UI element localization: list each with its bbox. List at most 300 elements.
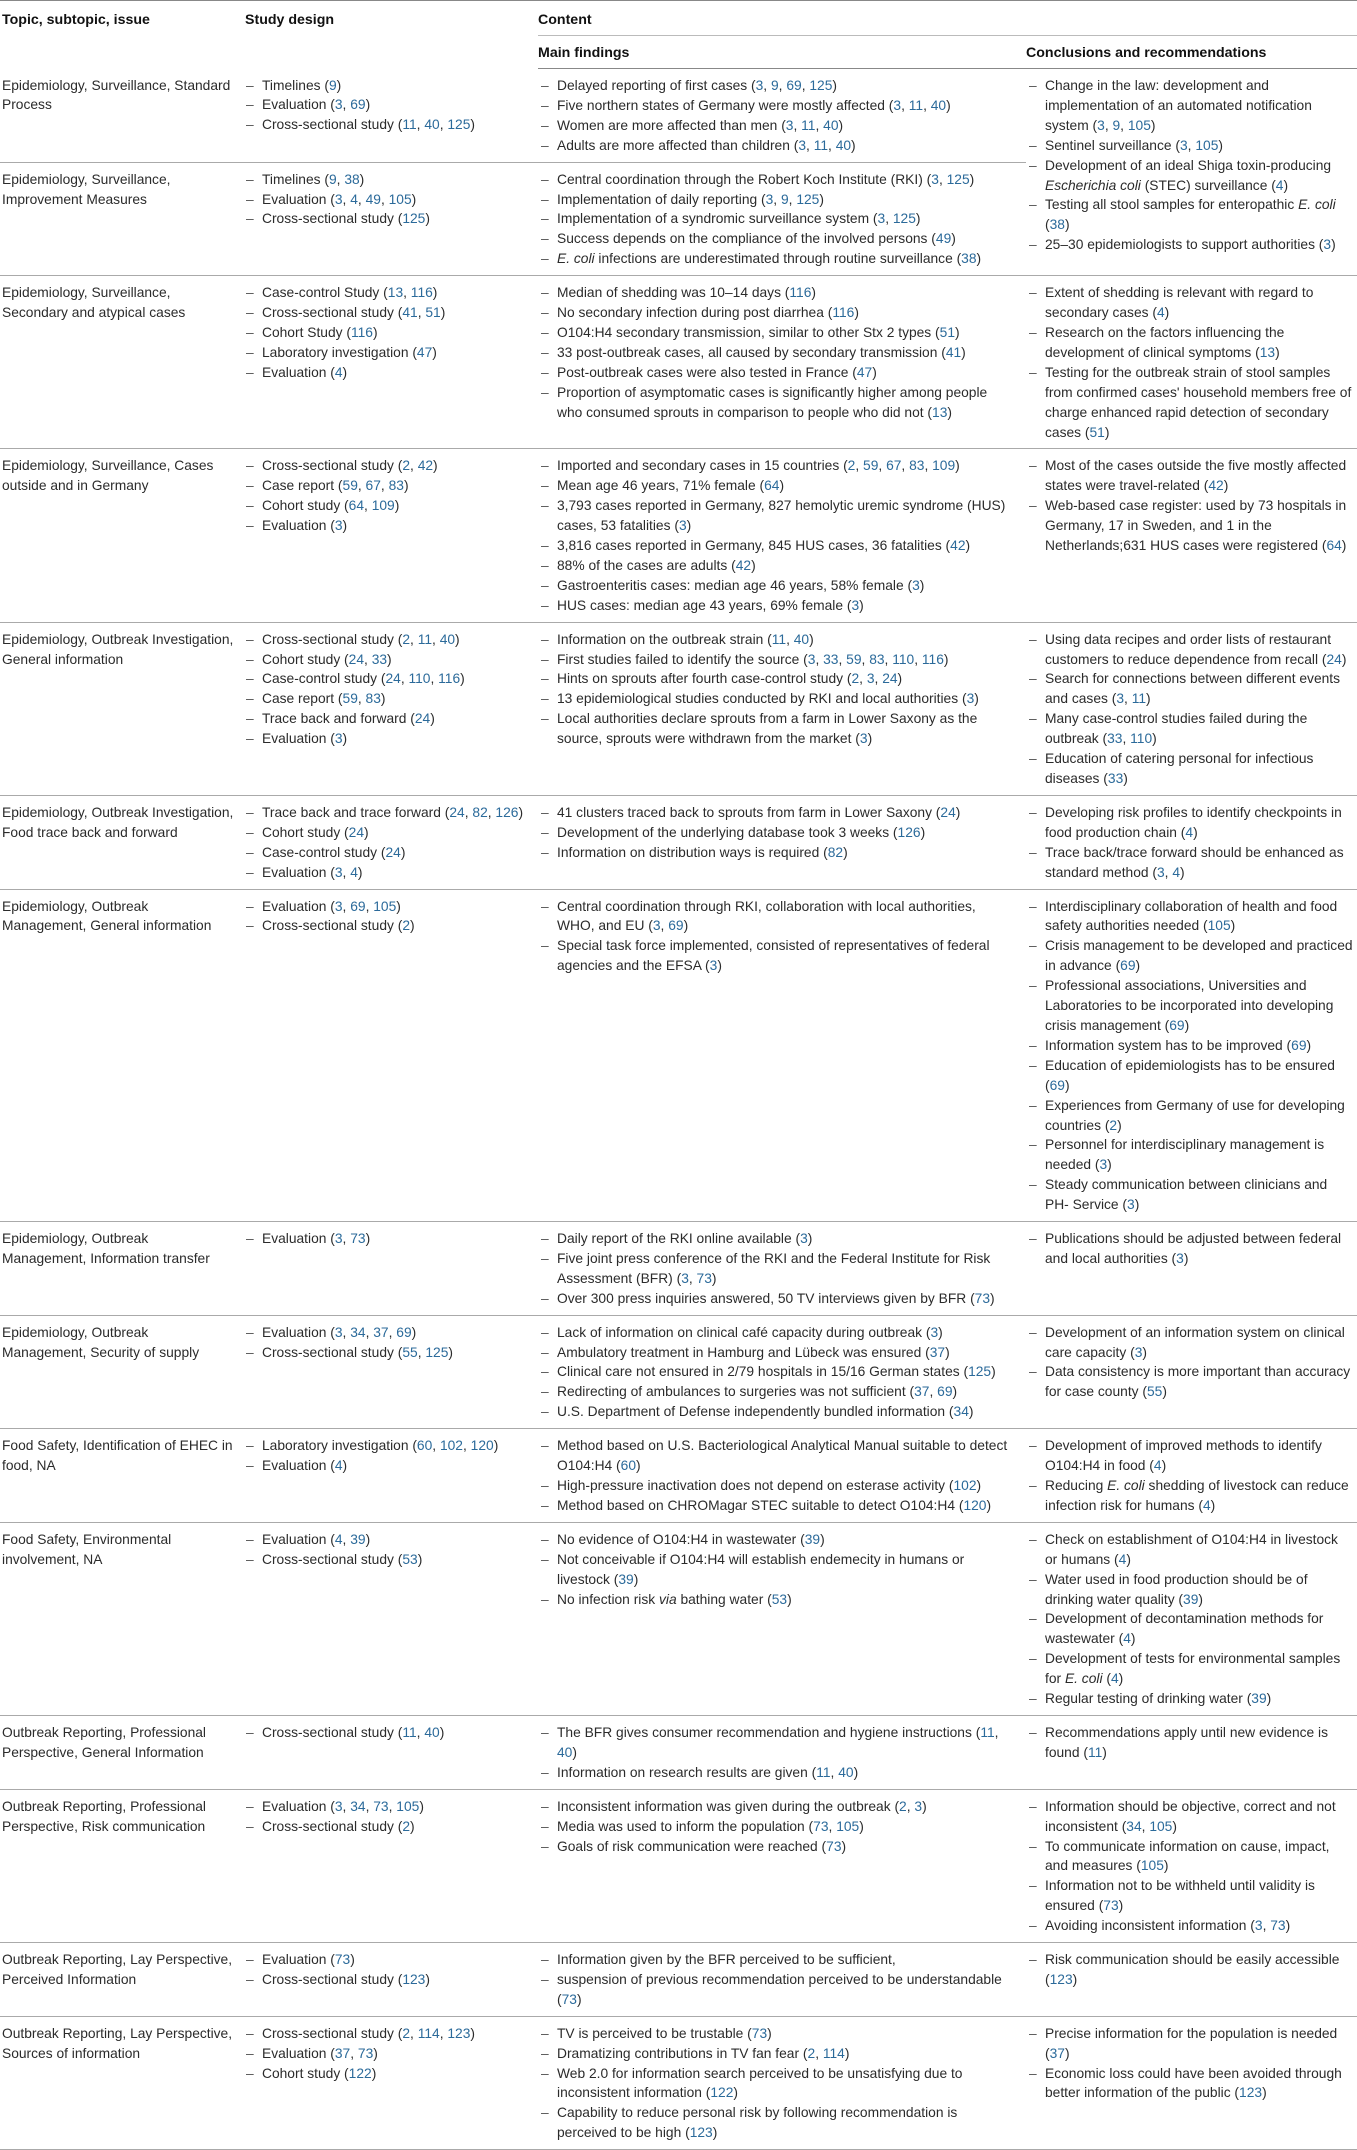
citation-link[interactable]: 4 <box>1110 1671 1119 1687</box>
text-fragment: ) <box>1064 217 1070 233</box>
text-fragment: ) <box>365 1531 371 1547</box>
citation-link[interactable]: 11 <box>771 631 787 647</box>
study-design-cell <box>243 1943 538 2017</box>
bullet-list <box>243 1530 538 1570</box>
citation-link[interactable]: 47 <box>416 344 433 360</box>
citation-link[interactable]: 24 <box>414 711 431 727</box>
text-fragment: ) <box>633 1571 639 1587</box>
citation-link[interactable]: 109 <box>371 498 395 514</box>
citation-link[interactable]: 42 <box>950 538 966 554</box>
citation-link[interactable]: 41 <box>945 344 962 360</box>
citation-link[interactable]: 3 <box>1097 117 1105 133</box>
citation-link[interactable]: 73 <box>696 1270 712 1286</box>
citation-link[interactable]: 3 <box>912 577 920 593</box>
citation-link[interactable]: 24 <box>348 824 365 840</box>
text-fragment: Web-based case register: used by 73 hospitals in Germany, 17 in Sweden, and 1 in the Netherlands;631 HUS cases were registered ( <box>1045 498 1347 554</box>
citation-link[interactable]: 3 <box>709 958 718 974</box>
citation-link[interactable]: 2 <box>402 1818 411 1834</box>
list-item <box>1026 1950 1353 1990</box>
list-item <box>538 1763 1014 1783</box>
citation-link[interactable]: 126 <box>495 804 519 820</box>
text-fragment: ) <box>470 2025 475 2041</box>
citation-link[interactable]: 3 <box>859 731 868 747</box>
citation-link[interactable]: 116 <box>438 671 461 687</box>
bullet-list <box>1026 76 1353 255</box>
citation-link[interactable]: 105 <box>836 1818 860 1834</box>
citation-link[interactable]: 3 <box>334 1231 343 1247</box>
citation-link[interactable]: 11 <box>1131 691 1147 707</box>
citation-link[interactable]: 2 <box>402 918 411 934</box>
citation-link[interactable]: 69 <box>350 97 366 113</box>
citation-link[interactable]: 122 <box>348 2065 372 2081</box>
bullet-list <box>538 1723 1014 1783</box>
text-fragment: ) <box>448 1344 453 1360</box>
citation-link[interactable]: 116 <box>410 285 433 301</box>
conclusions-cell <box>1026 1943 1357 2017</box>
citation-link[interactable]: 105 <box>1207 918 1231 934</box>
citation-link[interactable]: 34 <box>953 1404 969 1420</box>
citation-link[interactable]: 4 <box>1185 824 1194 840</box>
citation-link[interactable]: 123 <box>1239 2085 1263 2101</box>
citation-link[interactable]: 3 <box>893 97 902 113</box>
citation-link[interactable]: 69 <box>1169 1017 1185 1033</box>
main-findings-cell <box>538 449 1026 622</box>
citation-link[interactable]: 105 <box>1140 1858 1164 1874</box>
citation-link[interactable]: 38 <box>344 171 360 187</box>
text-fragment: Evaluation ( <box>262 1952 335 1968</box>
text-fragment: Search for connections between different events and cases ( <box>1045 671 1341 707</box>
citation-link[interactable]: 11 <box>801 117 816 133</box>
citation-link[interactable]: 3 <box>966 691 975 707</box>
text-fragment: ) <box>410 1818 415 1834</box>
citation-link[interactable]: 73 <box>373 1798 389 1814</box>
list-item <box>538 556 1014 576</box>
citation-link[interactable]: 3 <box>930 1324 939 1340</box>
header-content: Content <box>538 1 1357 36</box>
bullet-list <box>1026 1323 1353 1403</box>
text-fragment: ) <box>990 1290 995 1306</box>
citation-link[interactable]: 3 <box>334 1798 343 1814</box>
text-fragment: ) <box>938 1324 943 1340</box>
citation-link[interactable]: 110 <box>408 671 431 687</box>
citation-link[interactable]: 122 <box>710 2085 734 2101</box>
text-fragment: ) <box>1183 1250 1189 1266</box>
citation-link[interactable]: 4 <box>1172 864 1181 880</box>
citation-link[interactable]: 3 <box>334 97 343 113</box>
citation-link[interactable]: 123 <box>402 1971 426 1987</box>
citation-link[interactable]: 3 <box>931 171 939 187</box>
citation-link[interactable]: 37 <box>1049 2045 1065 2061</box>
text-fragment: ( <box>1045 217 1050 233</box>
text-fragment: Information given by the BFR perceived to be sufficient, <box>557 1952 896 1968</box>
citation-link[interactable]: 59 <box>846 651 862 667</box>
citation-link[interactable]: 3 <box>755 78 764 93</box>
citation-link[interactable]: 69 <box>1291 1037 1307 1053</box>
citation-link[interactable]: 34 <box>350 1324 366 1340</box>
citation-link[interactable]: 40 <box>557 1744 573 1760</box>
citation-link[interactable]: 4 <box>334 1458 343 1474</box>
citation-link[interactable]: 69 <box>937 1384 953 1400</box>
citation-link[interactable]: 120 <box>470 1438 494 1454</box>
citation-link[interactable]: 105 <box>1195 137 1219 153</box>
citation-link[interactable]: 11 <box>980 1724 995 1740</box>
citation-link[interactable]: 4 <box>1156 305 1165 321</box>
citation-link[interactable]: 40 <box>793 631 810 647</box>
citation-link[interactable]: 33 <box>823 651 839 667</box>
citation-link[interactable]: 11 <box>816 1764 831 1780</box>
citation-link[interactable]: 39 <box>1183 1591 1199 1607</box>
text-fragment: Cross-sectional study ( <box>262 1818 403 1834</box>
citation-link[interactable]: 125 <box>402 211 426 227</box>
citation-link[interactable]: 123 <box>447 2025 471 2041</box>
citation-link[interactable]: 59 <box>342 691 358 707</box>
citation-link[interactable]: 33 <box>371 651 388 667</box>
citation-link[interactable]: 49 <box>935 231 952 247</box>
citation-link[interactable]: 37 <box>334 2045 351 2061</box>
citation-link[interactable]: 102 <box>439 1438 463 1454</box>
citation-link[interactable]: 9 <box>780 191 789 207</box>
citation-link[interactable]: 39 <box>350 1531 366 1547</box>
citation-link[interactable]: 40 <box>930 97 947 113</box>
citation-link[interactable]: 73 <box>1103 1898 1119 1914</box>
citation-link[interactable]: 60 <box>620 1458 637 1474</box>
citation-link[interactable]: 82 <box>472 804 488 820</box>
citation-link[interactable]: 3 <box>914 1798 923 1814</box>
citation-link[interactable]: 73 <box>826 1838 842 1854</box>
citation-link[interactable]: 51 <box>939 324 955 340</box>
citation-link[interactable]: 3 <box>1176 1250 1184 1266</box>
citation-link[interactable]: 73 <box>350 1231 366 1247</box>
citation-link[interactable]: 40 <box>424 1724 440 1740</box>
citation-link[interactable]: 4 <box>350 864 358 880</box>
text-fragment: ) <box>373 2045 378 2061</box>
citation-link[interactable]: 125 <box>892 211 916 227</box>
citation-link[interactable]: 64 <box>764 478 780 494</box>
list-item <box>538 170 1014 190</box>
citation-link[interactable]: 11 <box>1087 1744 1103 1760</box>
citation-link[interactable]: 60 <box>416 1438 433 1454</box>
text-fragment: 41 clusters traced back to sprouts from farm in Lower Saxony ( <box>557 804 941 820</box>
citation-link[interactable]: 64 <box>348 498 365 514</box>
italic-text: E. coli <box>1298 197 1336 213</box>
citation-link[interactable]: 105 <box>1149 1818 1173 1834</box>
list-item <box>538 1797 1014 1817</box>
text-fragment: , <box>1187 137 1196 153</box>
citation-link[interactable]: 3 <box>334 518 343 534</box>
citation-link[interactable]: 4 <box>334 364 343 380</box>
text-fragment: , <box>364 498 372 514</box>
citation-link[interactable]: 24 <box>348 651 365 667</box>
text-fragment: 13 epidemiological studies conducted by RKI and local authorities ( <box>557 691 967 707</box>
citation-link[interactable]: 42 <box>417 458 434 474</box>
study-design-cell <box>243 889 538 1222</box>
text-fragment: ) <box>1164 305 1170 321</box>
text-fragment: ) <box>342 1458 348 1474</box>
citation-link[interactable]: 3 <box>334 1324 343 1340</box>
citation-link[interactable]: 73 <box>561 1991 577 2007</box>
citation-link[interactable]: 69 <box>668 918 684 934</box>
citation-link[interactable]: 33 <box>1107 731 1123 747</box>
citation-link[interactable]: 40 <box>424 117 440 133</box>
citation-link[interactable]: 3 <box>1127 1197 1135 1213</box>
citation-link[interactable]: 73 <box>357 2045 374 2061</box>
citation-link[interactable]: 39 <box>804 1531 821 1547</box>
citation-link[interactable]: 34 <box>1126 1818 1142 1834</box>
citation-link[interactable]: 40 <box>838 1764 854 1780</box>
citation-link[interactable]: 69 <box>396 1324 412 1340</box>
citation-link[interactable]: 4 <box>334 1531 343 1547</box>
citation-link[interactable]: 73 <box>751 2025 768 2041</box>
citation-link[interactable]: 49 <box>365 191 381 207</box>
main-findings-cell <box>538 1222 1026 1316</box>
topic-cell: Epidemiology, Outbreak Management, Information transfer <box>2 1231 210 1266</box>
citation-link[interactable]: 37 <box>373 1324 389 1340</box>
citation-link[interactable]: 123 <box>689 2125 713 2141</box>
list-item <box>538 283 1014 303</box>
citation-link[interactable]: 11 <box>417 631 433 647</box>
citation-link[interactable]: 4 <box>1202 1497 1211 1513</box>
citation-link[interactable]: 9 <box>1112 117 1121 133</box>
citation-link[interactable]: 38 <box>1049 217 1065 233</box>
citation-link[interactable]: 40 <box>823 117 839 133</box>
citation-link[interactable]: 34 <box>350 1798 366 1814</box>
text-fragment: ) <box>1163 1858 1169 1874</box>
citation-link[interactable]: 2 <box>402 2025 411 2041</box>
list-item <box>538 190 1014 210</box>
citation-link[interactable]: 3 <box>334 864 343 880</box>
citation-link[interactable]: 69 <box>786 78 802 93</box>
citation-link[interactable]: 3 <box>866 671 875 687</box>
text-fragment: , <box>901 97 909 113</box>
citation-link[interactable]: 83 <box>869 651 885 667</box>
citation-link[interactable]: 9 <box>770 78 779 93</box>
citation-link[interactable]: 3 <box>807 651 816 667</box>
citation-link[interactable]: 3 <box>1179 137 1188 153</box>
citation-link[interactable]: 4 <box>1123 1631 1131 1647</box>
citation-link[interactable]: 24 <box>385 844 401 860</box>
citation-link[interactable]: 33 <box>1107 771 1124 786</box>
citation-link[interactable]: 2 <box>402 458 411 474</box>
citation-link[interactable]: 73 <box>334 1952 351 1968</box>
citation-link[interactable]: 4 <box>1153 1458 1162 1474</box>
citation-link[interactable]: 2 <box>807 2045 816 2061</box>
citation-link[interactable]: 105 <box>388 191 412 207</box>
citation-link[interactable]: 24 <box>940 804 956 820</box>
list-item <box>538 936 1014 976</box>
text-fragment: , <box>388 1798 397 1814</box>
citation-link[interactable]: 2 <box>847 458 856 474</box>
citation-link[interactable]: 55 <box>1147 1384 1163 1400</box>
text-fragment: ) <box>1283 177 1289 193</box>
citation-link[interactable]: 3 <box>851 597 860 613</box>
citation-link[interactable]: 126 <box>897 824 921 840</box>
citation-link[interactable]: 3 <box>1134 1344 1143 1360</box>
citation-link[interactable]: 3 <box>1099 1157 1108 1173</box>
citation-link[interactable]: 55 <box>402 1344 418 1360</box>
text-fragment: ) <box>955 458 960 474</box>
text-fragment: ) <box>832 78 837 93</box>
citation-link[interactable]: 51 <box>1089 424 1105 440</box>
citation-link[interactable]: 125 <box>946 171 970 187</box>
citation-link[interactable]: 4 <box>350 191 358 207</box>
citation-link[interactable]: 105 <box>396 1798 420 1814</box>
main-findings-cell <box>538 162 1026 276</box>
citation-link[interactable]: 125 <box>809 78 833 93</box>
text-fragment: ) <box>1162 1384 1167 1400</box>
citation-link[interactable]: 3 <box>1156 864 1165 880</box>
citation-link[interactable]: 13 <box>387 285 404 301</box>
citation-link[interactable]: 83 <box>909 458 925 474</box>
text-fragment: ) <box>430 711 435 727</box>
conclusions-cell <box>1026 1789 1357 1942</box>
citation-link[interactable]: 37 <box>929 1344 946 1360</box>
citation-link[interactable]: 59 <box>863 458 879 474</box>
citation-link[interactable]: 123 <box>1049 1971 1073 1987</box>
citation-link[interactable]: 69 <box>350 898 366 914</box>
text-fragment: ) <box>455 631 460 647</box>
citation-link[interactable]: 3 <box>800 1231 808 1247</box>
citation-link[interactable]: 53 <box>402 1551 418 1567</box>
citation-link[interactable]: 3 <box>877 211 886 227</box>
citation-link[interactable]: 11 <box>813 137 829 153</box>
text-fragment: , <box>786 631 794 647</box>
citation-link[interactable]: 114 <box>417 2025 440 2041</box>
text-fragment: Development of tests for environmental samples for <box>1045 1651 1341 1687</box>
citation-link[interactable]: 125 <box>968 1364 992 1380</box>
citation-link[interactable]: 125 <box>425 1344 449 1360</box>
text-fragment: ) <box>470 117 475 133</box>
italic-text: via <box>658 1591 677 1607</box>
citation-link[interactable]: 3 <box>1323 237 1332 253</box>
citation-link[interactable]: 110 <box>892 651 915 667</box>
citation-link[interactable]: 3 <box>652 918 661 934</box>
citation-link[interactable]: 3 <box>1116 691 1125 707</box>
citation-link[interactable]: 40 <box>835 137 852 153</box>
citation-link[interactable]: 82 <box>827 844 844 860</box>
citation-link[interactable]: 67 <box>365 478 381 494</box>
table-row <box>0 276 1357 449</box>
citation-link[interactable]: 4 <box>1275 177 1284 193</box>
text-fragment: ) <box>872 364 877 380</box>
citation-link[interactable]: 3 <box>798 137 807 153</box>
citation-link[interactable]: 2 <box>402 631 411 647</box>
bullet-list <box>1026 456 1353 556</box>
text-fragment: , <box>906 1798 915 1814</box>
citation-link[interactable]: 13 <box>1259 344 1276 360</box>
citation-link[interactable]: 37 <box>914 1384 930 1400</box>
list-item <box>538 689 1014 709</box>
bullet-list <box>538 283 1014 422</box>
citation-link[interactable]: 3 <box>765 191 774 207</box>
citation-link[interactable]: 38 <box>961 251 977 267</box>
citation-link[interactable]: 9 <box>328 171 337 187</box>
text-fragment: , <box>410 631 418 647</box>
citation-link[interactable]: 40 <box>439 631 456 647</box>
citation-link[interactable]: 41 <box>402 305 418 321</box>
citation-link[interactable]: 2 <box>1109 1117 1118 1133</box>
citation-link[interactable]: 69 <box>1049 1077 1065 1093</box>
bullet-list <box>243 1950 538 1990</box>
citation-link[interactable]: 73 <box>813 1818 829 1834</box>
citation-link[interactable]: 102 <box>953 1478 977 1493</box>
list-item <box>243 916 538 936</box>
citation-link[interactable]: 9 <box>328 77 337 93</box>
citation-link[interactable]: 42 <box>1208 478 1224 494</box>
citation-link[interactable]: 51 <box>425 305 441 321</box>
citation-link[interactable]: 42 <box>735 557 752 573</box>
text-fragment: ) <box>820 1531 825 1547</box>
text-fragment: Many case-control studies failed during the outbreak ( <box>1045 711 1308 747</box>
citation-link[interactable]: 110 <box>1130 731 1153 747</box>
citation-link[interactable]: 116 <box>350 324 373 340</box>
citation-link[interactable]: 67 <box>886 458 902 474</box>
citation-link[interactable]: 125 <box>447 117 471 133</box>
citation-link[interactable]: 11 <box>908 97 924 113</box>
citation-link[interactable]: 11 <box>402 117 417 133</box>
citation-link[interactable]: 13 <box>932 404 948 420</box>
citation-link[interactable]: 24 <box>1326 651 1342 667</box>
list-item <box>1026 669 1353 709</box>
list-item <box>538 596 1014 616</box>
citation-link[interactable]: 4 <box>1118 1551 1127 1567</box>
citation-link[interactable]: 11 <box>402 1724 417 1740</box>
citation-link[interactable]: 64 <box>1326 538 1342 554</box>
topic-cell: Food Safety, Environmental involvement, NA <box>2 1531 172 1567</box>
topic-cell: Food Safety, Identification of EHEC in food, NA <box>2 1438 233 1474</box>
citation-link[interactable]: 3 <box>334 191 343 207</box>
citation-link[interactable]: 3 <box>785 117 794 133</box>
citation-link[interactable]: 114 <box>822 2045 845 2061</box>
citation-link[interactable]: 3 <box>334 731 343 747</box>
citation-link[interactable]: 39 <box>1251 1691 1267 1707</box>
citation-link[interactable]: 24 <box>449 804 465 820</box>
citation-link[interactable]: 24 <box>385 671 401 687</box>
text-fragment: , <box>914 651 922 667</box>
citation-link[interactable]: 83 <box>365 691 381 707</box>
citation-link[interactable]: 105 <box>373 898 397 914</box>
citation-link[interactable]: 116 <box>921 651 944 667</box>
citation-link[interactable]: 73 <box>974 1290 991 1306</box>
citation-link[interactable]: 120 <box>963 1497 987 1513</box>
citation-link[interactable]: 3 <box>1254 1918 1263 1934</box>
citation-link[interactable]: 24 <box>882 671 898 687</box>
citation-link[interactable]: 53 <box>771 1591 788 1607</box>
citation-link[interactable]: 69 <box>1120 958 1136 974</box>
citation-link[interactable]: 109 <box>932 458 956 474</box>
list-item <box>1026 195 1353 235</box>
citation-link[interactable]: 125 <box>796 191 820 207</box>
citation-link[interactable]: 2 <box>851 671 860 687</box>
citation-link[interactable]: 116 <box>789 285 812 301</box>
citation-link[interactable]: 59 <box>342 478 358 494</box>
citation-link[interactable]: 83 <box>388 478 404 494</box>
citation-link[interactable]: 116 <box>832 305 855 321</box>
citation-link[interactable]: 39 <box>618 1571 634 1587</box>
text-fragment: ) <box>1135 958 1141 974</box>
citation-link[interactable]: 47 <box>856 364 873 380</box>
list-item <box>1026 323 1353 363</box>
citation-link[interactable]: 3 <box>678 518 687 534</box>
citation-link[interactable]: 3 <box>334 898 343 914</box>
citation-link[interactable]: 2 <box>899 1798 907 1814</box>
citation-link[interactable]: 3 <box>681 1270 689 1286</box>
text-fragment: , <box>994 1724 999 1740</box>
citation-link[interactable]: 105 <box>1127 117 1151 133</box>
text-fragment: ) <box>991 1364 996 1380</box>
bullet-list <box>1026 630 1353 789</box>
citation-link[interactable]: 73 <box>1270 1918 1286 1934</box>
text-fragment: TV is perceived to be trustable ( <box>557 2025 752 2041</box>
